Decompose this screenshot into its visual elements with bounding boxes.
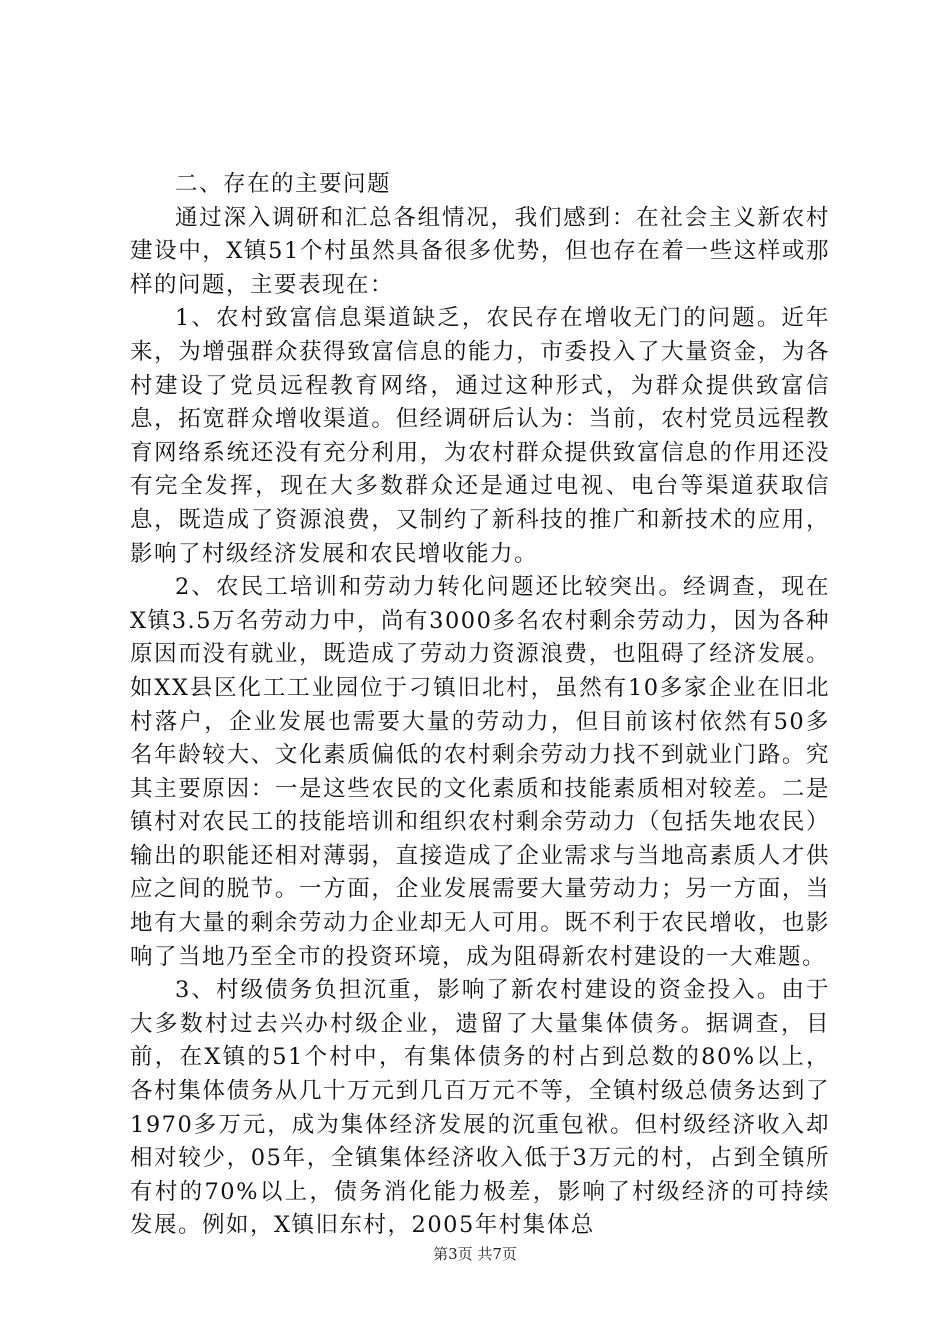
problem-3-paragraph: 3、村级债务负担沉重，影响了新农村建设的资金投入。由于大多数村过去兴办村级企业，遗留了大量集体债务。据调查，目前，在X镇的51个村中，有集体债务的村占到总数的80%以上，各村集体债务从几十万元到几百万元不等，全镇村级总债务达到了1970多万元，成为集体经济发展的沉重包袱。但村级经济收入却相对较少，05年，全镇集体经济收入低于3万元的村，占到全镇所有村的70%以上，债务消化能力极差，影响了村级经济的可持续发展。例如，X镇旧东村，2005年村集体总 — [130, 977, 830, 1239]
problem-2-paragraph: 2、农民工培训和劳动力转化问题还比较突出。经调查，现在X镇3.5万名劳动力中，尚有3000多名农村剩余劳动力，因为各种原因而没有就业，既造成了劳动力资源浪费，也阻碍了经济发展。如XX县区化工工业园位于刁镇旧北村，虽然有10多家企业在旧北村落户，企业发展也需要大量的劳动力，但目前该村依然有50多名年龄较大、文化素质偏低的农村剩余劳动力找不到就业门路。究其主要原因：一是这些农民的文化素质和技能素质相对较差。二是镇村对农民工的技能培训和组织农村剩余劳动力（包括失地农民）输出的职能还相对薄弱，直接造成了企业需求与当地高素质人才供应之间的脱节。一方面，企业发展需要大量劳动力；另一方面，当地有大量的剩余劳动力企业却无人可用。既不利于农民增收，也影响了当地乃至全市的投资环境，成为阻碍新农村建设的一大难题。 — [130, 574, 830, 970]
section-heading: 二、存在的主要问题 — [175, 171, 392, 197]
intro-paragraph: 通过深入调研和汇总各组情况，我们感到：在社会主义新农村建设中，X镇51个村虽然具备很多优势，但也存在着一些这样或那样的问题，主要表现在： — [130, 204, 830, 298]
page-number: 第3页 共7页 — [433, 1245, 517, 1263]
problem-1-paragraph: 1、农村致富信息渠道缺乏，农民存在增收无门的问题。近年来，为增强群众获得致富信息的能力，市委投入了大量资金，为各村建设了党员远程教育网络，通过这种形式，为群众提供致富信息，拓宽群众增收渠道。但经调研后认为：当前，农村党员远程教育网络系统还没有充分利用，为农村群众提供致富信息的作用还没有完全发挥，现在大多数群众还是通过电视、电台等渠道获取信息，既造成了资源浪费，又制约了新科技的推广和新技术的应用，影响了村级经济发展和农民增收能力。 — [130, 305, 830, 567]
document-body — [130, 168, 830, 1243]
